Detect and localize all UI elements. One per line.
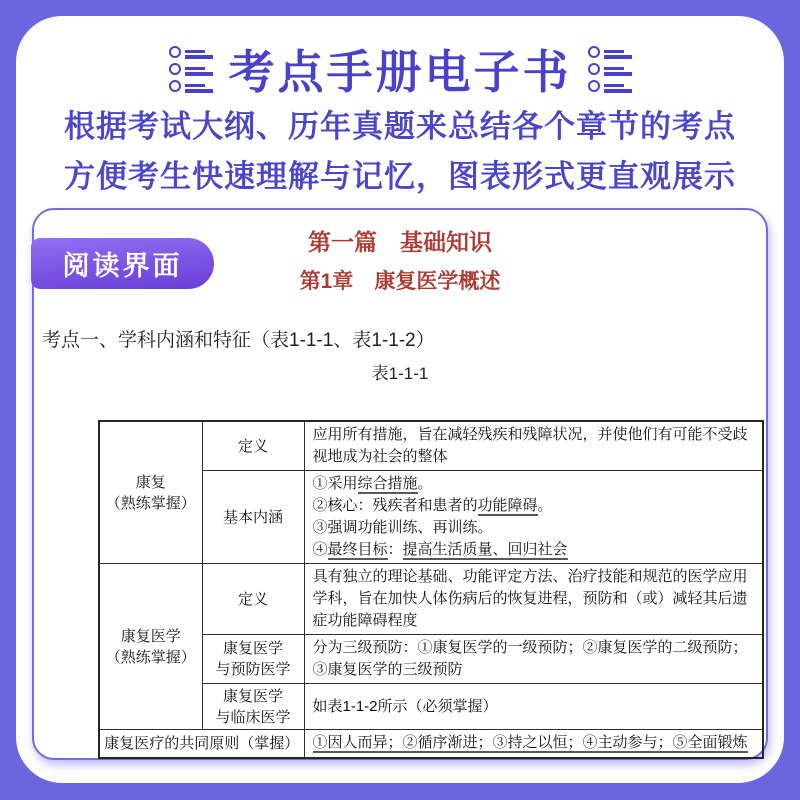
table-caption: 表1-1-1 (371, 364, 429, 383)
subheader-cell: 定义 (202, 564, 304, 635)
page-subtitle (16, 102, 784, 202)
subheader-cell (202, 684, 304, 730)
underlined-term: 提高生活质量、回归社会 (402, 541, 568, 558)
list-dot (588, 80, 600, 92)
chapter-heading: 第1章 康复医学概述 (299, 270, 501, 293)
list-lines-icon (169, 46, 213, 93)
underlined-term: 最终目标 (327, 541, 388, 558)
subheader-line: 康复医学 (222, 640, 283, 657)
page-title: 考点手册电子书 (228, 46, 572, 98)
content-cell: 具有独立的理论基础、功能评定方法、治疗技能和规范的医学应用学科，旨在加快人体伤病后的恢复进程，预防和（或）减轻其后遗症功能障碍程度 (304, 564, 763, 635)
key-points-table (98, 420, 764, 759)
group-label-line: 康复 (135, 473, 166, 491)
list-item: ③强调功能训练、再训练。 (312, 519, 493, 536)
list-dot (169, 63, 181, 75)
table-row (99, 730, 763, 758)
subheader-line: 与临床医学 (215, 708, 291, 726)
list-item: ④最终目标：提高生活质量、回归社会 (312, 541, 568, 558)
subheader-cell (202, 635, 304, 684)
section-heading: 考点一、学科内涵和特征（表1-1-1、表1-1-2） (42, 330, 435, 351)
list-dot (169, 80, 181, 92)
underlined-term: ①因人而异；②循序渐进；③持之以恒；④主动参与；⑤全面锻炼 (312, 734, 748, 752)
content-cell: 应用所有措施，旨在减轻残疾和残障状况，并使他们有可能不受歧视地成为社会的整体 (304, 421, 763, 471)
reading-interface-badge: 阅读界面 (31, 238, 214, 289)
group-label-line: （熟练掌握） (105, 648, 196, 666)
list-item: ②核心：残疾者和患者的功能障碍。 (312, 497, 553, 514)
subtitle-line-2: 方便考生快速理解与记忆，图表形式更直观展示 (64, 159, 736, 194)
content-cell (304, 471, 763, 564)
page-title-row (16, 38, 784, 100)
promo-card (16, 16, 784, 783)
list-dot (588, 46, 600, 58)
subheader-cell: 定义 (202, 421, 304, 471)
subtitle-line-1: 根据考试大纲、历年真题来总结各个章节的考点 (64, 109, 736, 144)
list-lines-icon (588, 46, 632, 93)
reading-interface-card (32, 208, 768, 760)
list-item: ①采用综合措施。 (312, 475, 433, 492)
group-label-line: （熟练掌握） (105, 494, 196, 512)
subheader-cell: 基本内涵 (202, 471, 304, 564)
part-heading: 第一篇 基础知识 (308, 229, 492, 255)
table-row (99, 564, 763, 635)
merged-label-cell: 康复医疗的共同原则（掌握） (99, 730, 304, 758)
group-cell-kangfu-yixue (99, 564, 202, 730)
underlined-term: 综合措施 (357, 475, 418, 492)
content-cell: 如表1-1-2所示（必须掌握） (304, 684, 763, 730)
content-cell: 分为三级预防：①康复医学的一级预防；②康复医学的二级预防；③康复医学的三级预防 (304, 635, 763, 684)
content-cell (304, 730, 763, 758)
list-dot (169, 46, 181, 58)
group-label-line: 康复医学 (120, 627, 181, 645)
group-cell-kangfu (99, 421, 202, 564)
list-dot (588, 63, 600, 75)
subheader-line: 康复医学 (222, 687, 283, 705)
underlined-term: 功能障碍 (477, 497, 538, 514)
table-row (99, 421, 763, 471)
subheader-line: 与预防医学 (215, 661, 291, 678)
